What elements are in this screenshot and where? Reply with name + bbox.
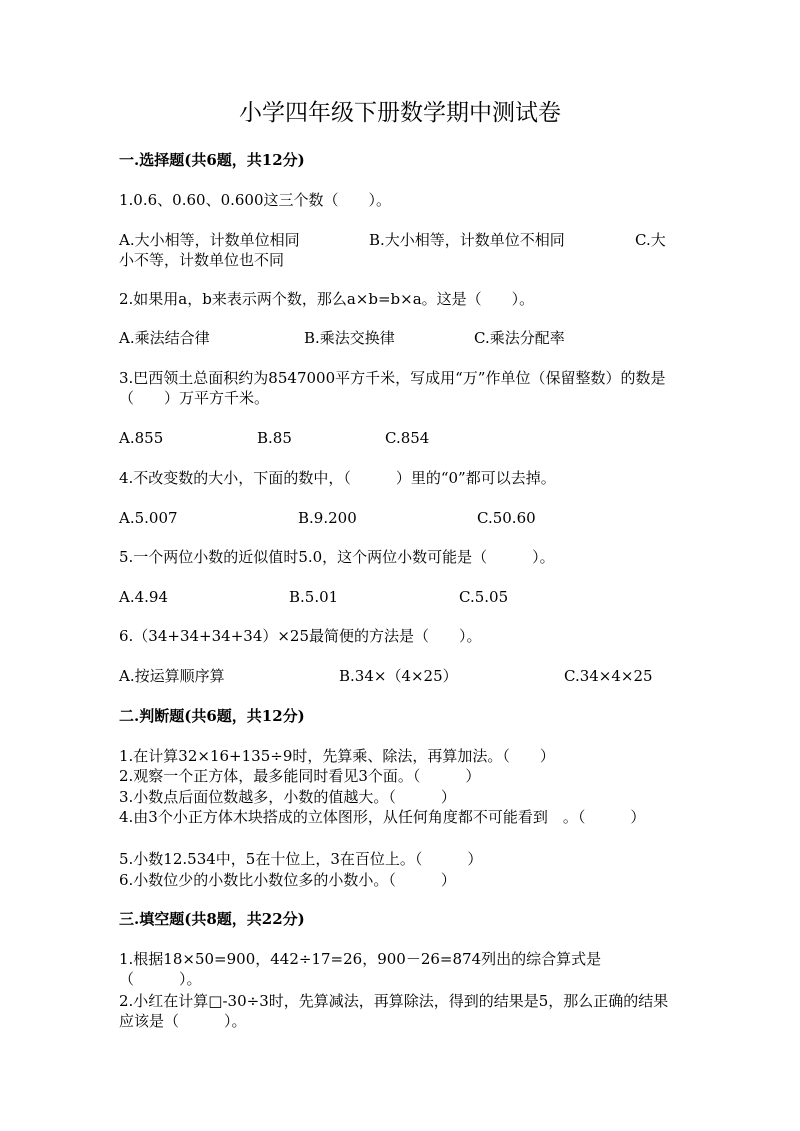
judge-item-1: 1.在计算32×16+135÷9时，先算乘、除法，再算加法。（ ）	[119, 747, 555, 765]
option-a: A.855	[119, 429, 164, 447]
option-c: C.34×4×25	[564, 667, 653, 685]
judge-item-6: 6.小数位少的小数比小数位多的小数小。（ ）	[119, 871, 456, 889]
option-b: B.85	[257, 429, 292, 447]
options-1-2	[119, 328, 679, 348]
option-a: A.大小相等，计数单位相同	[119, 231, 300, 249]
section-heading-judge: 二.判断题(共6题，共12分)	[119, 707, 305, 725]
option-a: A.5.007	[119, 509, 178, 527]
fill-item-1: 1.根据18×50=900，442÷17=26，900－26=874列出的综合算式是（ ）。	[119, 950, 602, 988]
option-b: B.34×（4×25）	[339, 667, 458, 685]
options-1-1	[119, 230, 679, 270]
section-heading-fill: 三.填空题(共8题，共22分)	[119, 910, 305, 928]
question-1-5: 5.一个两位小数的近似值时5.0，这个两位小数可能是（ ）。	[119, 548, 555, 566]
option-b: B.乘法交换律	[304, 329, 395, 347]
judge-item-3: 3.小数点后面位数越多，小数的值越大。（ ）	[119, 788, 456, 806]
question-1-4: 4.不改变数的大小，下面的数中，（ ）里的“0”都可以去掉。	[119, 469, 556, 487]
option-a: A.4.94	[119, 588, 168, 606]
question-1-1: 1.0.6、0.60、0.600这三个数（ ）。	[119, 191, 392, 209]
question-1-3: 3.巴西领土总面积约为8547000平方千米，写成用“万”作单位（保留整数）的数是（ ）万平方千米。	[119, 369, 666, 407]
option-c: C.大小不等，计数单位也不同	[119, 231, 666, 269]
judge-item-4: 4.由3个小正方体木块搭成的立体图形，从任何角度都不可能看到 。（ ）	[119, 808, 646, 826]
option-c: C.854	[385, 429, 430, 447]
option-c: C.50.60	[477, 509, 536, 527]
fill-item-2: 2.小红在计算□-30÷3时，先算减法，再算除法，得到的结果是5，那么正确的结果应该是（ ）。	[119, 992, 669, 1030]
option-a: A.乘法结合律	[119, 329, 210, 347]
option-b: B.大小相等，计数单位不相同	[369, 231, 565, 249]
options-1-3	[119, 428, 679, 448]
option-a: A.按运算顺序算	[119, 667, 225, 685]
judge-item-2: 2.观察一个正方体，最多能同时看见3个面。（ ）	[119, 767, 481, 785]
question-1-2: 2.如果用a，b来表示两个数，那么a×b=b×a。这是（ ）。	[119, 290, 535, 308]
option-c: C.5.05	[459, 588, 509, 606]
section-heading-choice: 一.选择题(共6题，共12分)	[119, 151, 305, 169]
options-1-4	[119, 508, 679, 528]
options-1-5	[119, 587, 679, 607]
question-1-6: 6.（34+34+34+34）×25最简便的方法是（ ）。	[119, 627, 482, 645]
option-b: B.9.200	[298, 509, 357, 527]
option-c: C.乘法分配率	[474, 329, 565, 347]
page-title: 小学四年级下册数学期中测试卷	[239, 100, 561, 126]
judge-item-5: 5.小数12.534中，5在十位上，3在百位上。（ ）	[119, 850, 483, 868]
option-b: B.5.01	[289, 588, 339, 606]
options-1-6	[119, 666, 679, 686]
